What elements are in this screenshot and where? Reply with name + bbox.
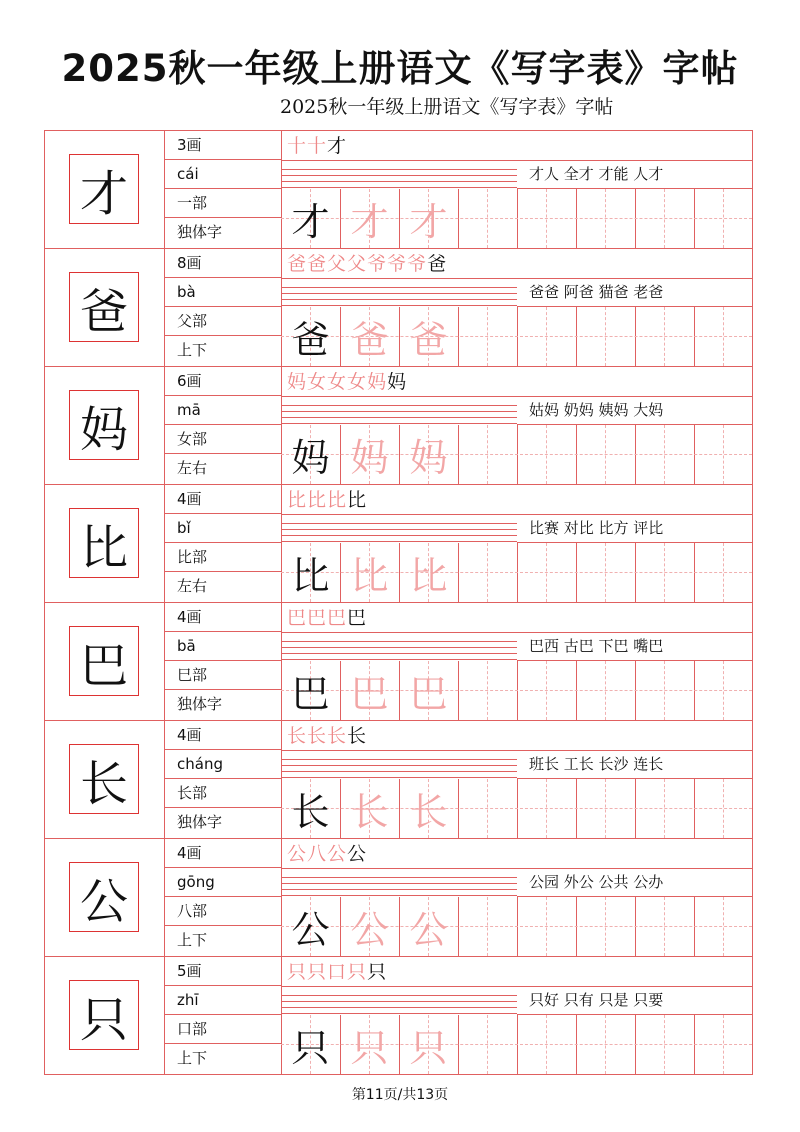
stroke-step: 女	[307, 371, 328, 393]
radical: 口部	[165, 1015, 281, 1044]
practice-character: 爸	[291, 318, 330, 362]
writing-grid	[281, 779, 752, 838]
model-character: 比	[79, 519, 128, 576]
stroke-step: 巴	[307, 607, 328, 629]
pinyin: gōng	[165, 868, 281, 897]
structure: 上下	[177, 931, 208, 949]
stroke-step: 女	[347, 371, 368, 393]
stroke-step: 比	[307, 489, 328, 511]
stroke-order	[287, 368, 407, 396]
stroke-step: 只	[307, 961, 328, 983]
character-row	[45, 839, 752, 957]
model-character: 才	[79, 165, 128, 222]
stroke-step: 公	[327, 843, 348, 865]
trace-character: 爸	[350, 318, 389, 362]
stroke-order	[287, 840, 367, 868]
stroke-step: 父	[347, 253, 368, 275]
writing-grid	[281, 897, 752, 956]
structure: 上下	[177, 341, 208, 359]
stroke-step: 比	[347, 489, 368, 511]
character-row	[45, 603, 752, 721]
pinyin-lines	[281, 405, 517, 425]
trace-character: 妈	[409, 436, 448, 480]
model-character: 妈	[79, 401, 128, 458]
stroke-step: 巴	[287, 607, 308, 629]
practice-character: 长	[291, 790, 330, 834]
radical: 比部	[165, 543, 281, 572]
page-title: 2025秋一年级上册语文《写字表》字帖	[61, 47, 739, 90]
example-words: 才人 全才 才能 人才	[517, 160, 752, 189]
stroke-count: 8画	[165, 249, 281, 278]
radical: 一部	[165, 189, 281, 218]
pinyin-lines	[281, 759, 517, 779]
character-row	[45, 249, 752, 367]
stroke-step: 比	[287, 489, 308, 511]
trace-character: 爸	[409, 318, 448, 362]
trace-character: 才	[409, 200, 448, 244]
practice-character: 公	[291, 908, 330, 952]
radical: 巳部	[165, 661, 281, 690]
stroke-step: 只	[367, 961, 388, 983]
stroke-order	[287, 486, 367, 514]
radical: 父部	[165, 307, 281, 336]
example-words: 巴西 古巴 下巴 嘴巴	[517, 632, 752, 661]
structure: 独体字	[177, 695, 223, 713]
page-number: 第11页/共13页	[351, 1087, 449, 1103]
stroke-order	[287, 958, 387, 986]
pinyin-lines	[281, 169, 517, 189]
model-character-box	[69, 154, 139, 224]
example-words: 只好 只有 只是 只要	[517, 986, 752, 1015]
model-character-box	[69, 980, 139, 1050]
pinyin-lines	[281, 641, 517, 661]
example-words: 比赛 对比 比方 评比	[517, 514, 752, 543]
stroke-step: 妈	[287, 371, 308, 393]
stroke-step: 才	[327, 135, 348, 157]
writing-grid	[281, 661, 752, 720]
character-row	[45, 367, 752, 485]
pinyin: cháng	[165, 750, 281, 779]
stroke-step: 爸	[287, 253, 308, 275]
trace-character: 长	[350, 790, 389, 834]
structure: 独体字	[177, 223, 223, 241]
character-row	[45, 131, 752, 249]
structure: 左右	[177, 459, 208, 477]
stroke-step: 爷	[387, 253, 408, 275]
stroke-step: 长	[327, 725, 348, 747]
stroke-step: 公	[347, 843, 368, 865]
pinyin-lines	[281, 287, 517, 307]
stroke-step: 十	[307, 135, 328, 157]
practice-character: 才	[291, 200, 330, 244]
writing-grid	[281, 425, 752, 484]
model-character: 巴	[79, 637, 128, 694]
character-row	[45, 957, 752, 1075]
model-character-box	[69, 744, 139, 814]
trace-character: 公	[350, 908, 389, 952]
model-character-box	[69, 508, 139, 578]
pinyin: mā	[165, 396, 281, 425]
stroke-step: 长	[347, 725, 368, 747]
model-character-box	[69, 390, 139, 460]
practice-character: 只	[291, 1026, 330, 1070]
stroke-step: 只	[347, 961, 368, 983]
stroke-step: 爸	[307, 253, 328, 275]
stroke-step: 长	[307, 725, 328, 747]
stroke-count: 4画	[165, 839, 281, 868]
character-row	[45, 721, 752, 839]
stroke-step: 爷	[367, 253, 388, 275]
trace-character: 只	[350, 1026, 389, 1070]
pinyin: cái	[165, 160, 281, 189]
stroke-step: 妈	[367, 371, 388, 393]
stroke-count: 6画	[165, 367, 281, 396]
pinyin: zhī	[165, 986, 281, 1015]
stroke-count: 5画	[165, 957, 281, 986]
example-words: 姑妈 奶妈 姨妈 大妈	[517, 396, 752, 425]
stroke-step: 女	[327, 371, 348, 393]
model-character: 只	[79, 991, 128, 1048]
stroke-step: 长	[287, 725, 308, 747]
example-words: 爸爸 阿爸 猫爸 老爸	[517, 278, 752, 307]
stroke-step: 妈	[387, 371, 408, 393]
trace-character: 比	[409, 554, 448, 598]
stroke-step: 父	[327, 253, 348, 275]
stroke-order	[287, 722, 367, 750]
structure: 左右	[177, 577, 208, 595]
practice-character: 巴	[291, 672, 330, 716]
structure: 独体字	[177, 813, 223, 831]
writing-grid	[281, 189, 752, 248]
trace-character: 只	[409, 1026, 448, 1070]
trace-character: 长	[409, 790, 448, 834]
pinyin-lines	[281, 523, 517, 543]
example-words: 公园 外公 公共 公办	[517, 868, 752, 897]
stroke-order	[287, 250, 447, 278]
pinyin-lines	[281, 877, 517, 897]
radical: 八部	[165, 897, 281, 926]
stroke-step: 只	[287, 961, 308, 983]
stroke-step: 爸	[427, 253, 448, 275]
character-row	[45, 485, 752, 603]
stroke-step: 比	[327, 489, 348, 511]
radical: 长部	[165, 779, 281, 808]
practice-character: 比	[291, 554, 330, 598]
practice-character: 妈	[291, 436, 330, 480]
model-character-box	[69, 626, 139, 696]
pinyin: bà	[165, 278, 281, 307]
writing-grid	[281, 543, 752, 602]
stroke-step: 口	[327, 961, 348, 983]
model-character: 长	[79, 755, 128, 812]
stroke-step: 巴	[347, 607, 368, 629]
trace-character: 比	[350, 554, 389, 598]
pinyin: bǐ	[165, 514, 281, 543]
pinyin: bā	[165, 632, 281, 661]
trace-character: 妈	[350, 436, 389, 480]
trace-character: 公	[409, 908, 448, 952]
pinyin-lines	[281, 995, 517, 1015]
structure: 上下	[177, 1049, 208, 1067]
example-words: 班长 工长 长沙 连长	[517, 750, 752, 779]
sheet-title: 2025秋一年级上册语文《写字表》字帖	[280, 96, 614, 118]
stroke-count: 3画	[165, 131, 281, 160]
stroke-step: 十	[287, 135, 308, 157]
trace-character: 才	[350, 200, 389, 244]
stroke-order	[287, 132, 347, 160]
model-character-box	[69, 862, 139, 932]
stroke-count: 4画	[165, 721, 281, 750]
stroke-step: 爷	[407, 253, 428, 275]
stroke-order	[287, 604, 367, 632]
practice-sheet	[44, 130, 753, 1075]
stroke-step: 八	[307, 843, 328, 865]
trace-character: 巴	[350, 672, 389, 716]
radical: 女部	[165, 425, 281, 454]
stroke-step: 公	[287, 843, 308, 865]
stroke-count: 4画	[165, 603, 281, 632]
trace-character: 巴	[409, 672, 448, 716]
model-character: 爸	[79, 283, 128, 340]
model-character-box	[69, 272, 139, 342]
writing-grid	[281, 1015, 752, 1074]
stroke-count: 4画	[165, 485, 281, 514]
writing-grid	[281, 307, 752, 366]
model-character: 公	[79, 873, 128, 930]
stroke-step: 巴	[327, 607, 348, 629]
